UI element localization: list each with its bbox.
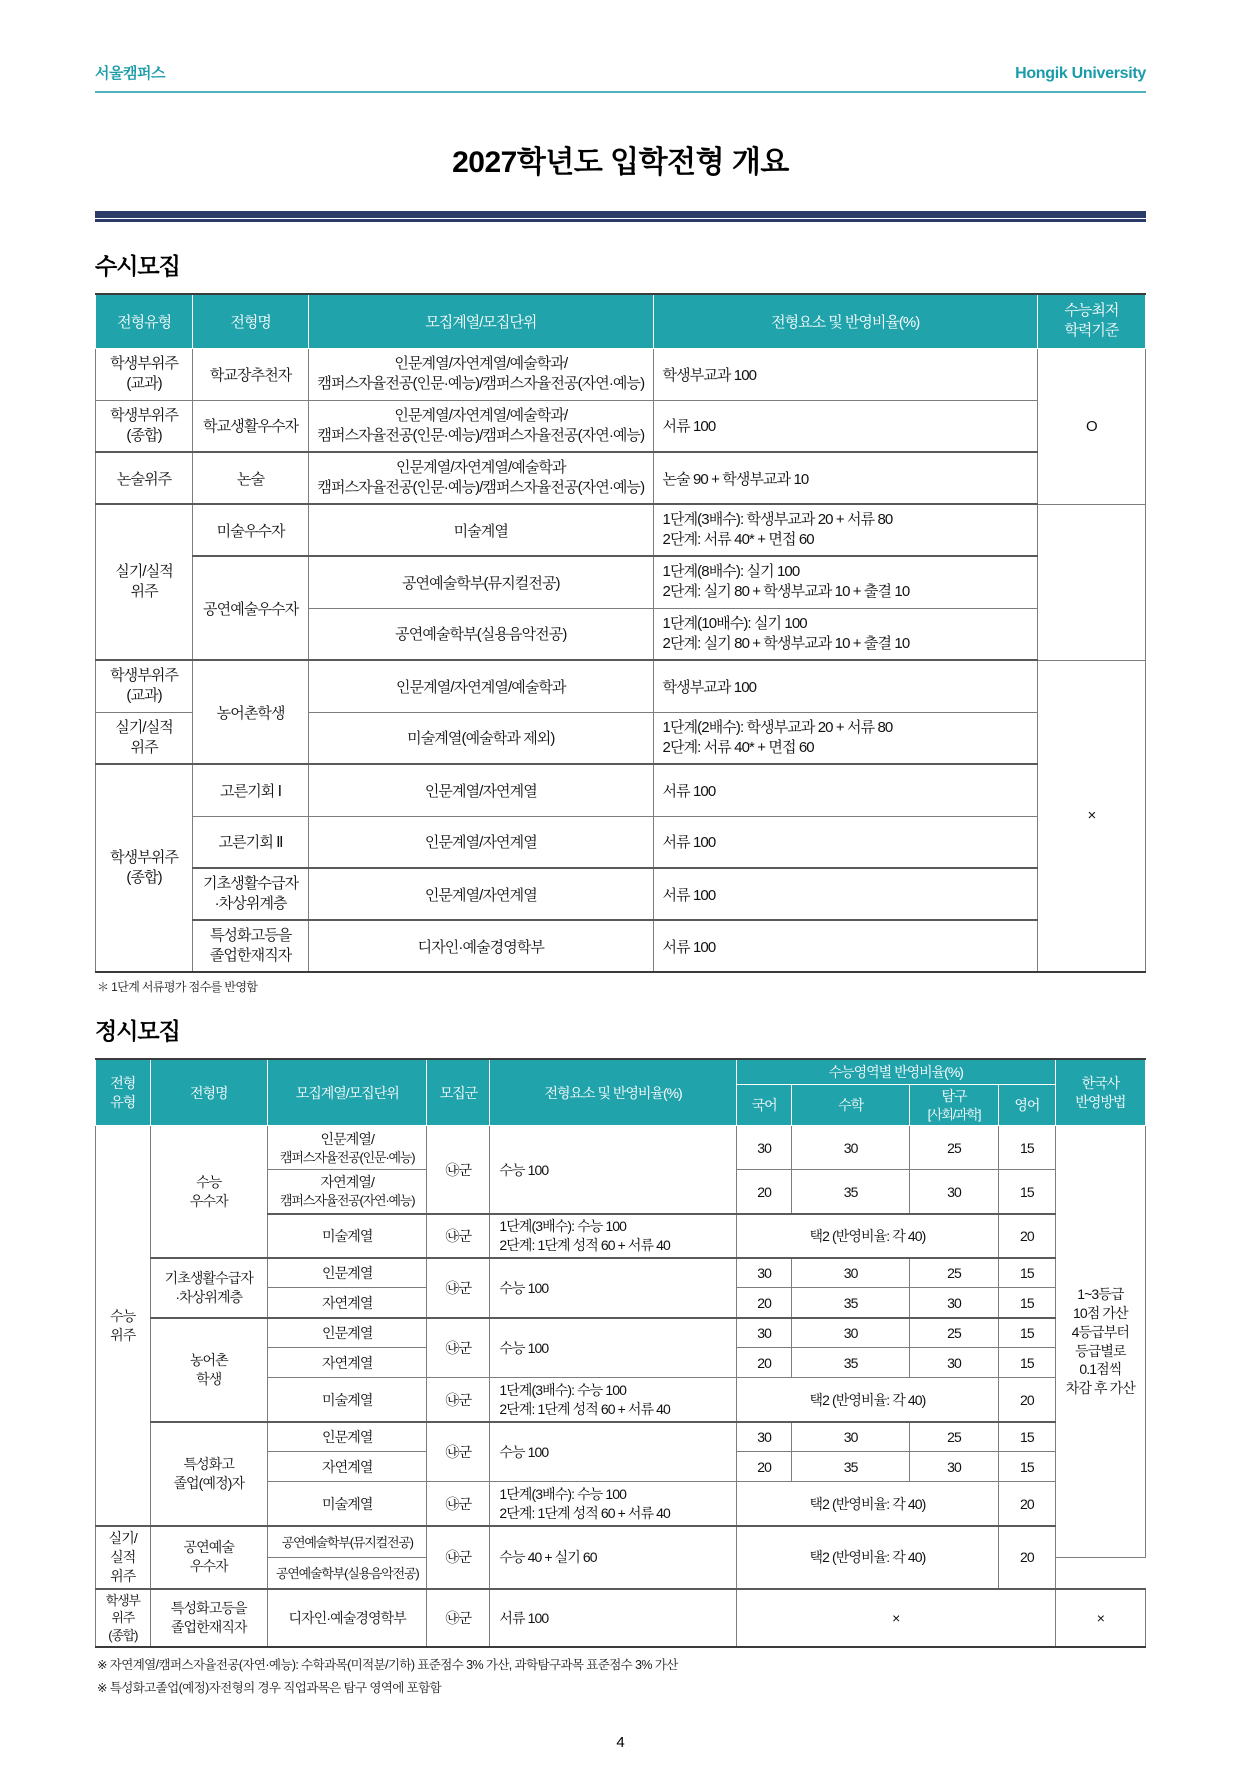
cell-type-line2: (교과) <box>126 687 162 705</box>
table-row <box>96 660 1146 712</box>
cell-elements-line2: 2단계: 서류 40* + 면접 60 <box>662 531 814 548</box>
cell-unit-line1: 인문계열/ <box>320 1130 374 1147</box>
cell-name: 공연예술우수자 <box>193 556 309 660</box>
cell-english: 15 <box>999 1170 1056 1214</box>
cell-elements-line1: 1단계(8배수): 실기 100 <box>662 563 800 580</box>
col-header-type: 전형유형 <box>96 294 193 348</box>
cell-type <box>96 764 193 972</box>
cell-type <box>96 1126 151 1526</box>
cell-merged-select2: 택2 (반영비율: 각 40) <box>736 1378 998 1422</box>
cell-name-line2: 우수자 <box>189 1192 228 1209</box>
cell-type-line3: 위주 <box>110 1567 136 1584</box>
cell-name <box>193 868 309 920</box>
cell-merged-select2: 택2 (반영비율: 각 40) <box>736 1526 998 1589</box>
cell-history-x: × <box>1055 1589 1145 1648</box>
cell-name-line1: 농어촌 <box>189 1352 228 1369</box>
cell-name: 미술우수자 <box>193 504 309 556</box>
table-row <box>96 556 1146 608</box>
jeongsi-footnote-1: ※ 자연계열/캠퍼스자율전공(자연·예능): 수학과목(미적분/기하) 표준점수 3% 가산, 과학탐구과목 표준점수 3% 가산 <box>97 1658 678 1673</box>
cell-type-line1: 수능 <box>110 1307 136 1324</box>
cell-type <box>96 1589 151 1648</box>
cell-type-line2: 위주 <box>111 1610 135 1626</box>
cell-english: 20 <box>999 1214 1056 1258</box>
history-note-line-2: 10점 가산 <box>1073 1304 1128 1321</box>
cell-name-line1: 공연예술 <box>183 1539 235 1556</box>
page-title: 2027학년도 입학전형 개요 <box>452 146 789 179</box>
cell-history-note <box>1055 1126 1145 1557</box>
cell-korean: 20 <box>736 1348 792 1378</box>
cell-unit: 공연예술학부(뮤지컬전공) <box>268 1526 427 1557</box>
history-note-line-3: 4등급부터 <box>1071 1323 1130 1340</box>
table-row <box>96 1258 1146 1288</box>
cell-korean: 30 <box>736 1258 792 1288</box>
cell-group: ㉯군 <box>427 1482 490 1526</box>
cell-min-standard-blank <box>1037 504 1145 660</box>
cell-elements-line2: 2단계: 서류 40* + 면접 60 <box>662 738 814 756</box>
col-header-min-standard-line2: 학력기준 <box>1064 322 1119 340</box>
cell-merged-select2: 택2 (반영비율: 각 40) <box>736 1482 998 1526</box>
jeongsi-footnote-2: ※ 특성화고졸업(예정)자전형의 경우 직업과목은 탐구 영역에 포함함 <box>97 1681 442 1696</box>
cell-english: 20 <box>999 1378 1056 1422</box>
cell-unit: 미술계열 <box>268 1378 427 1422</box>
cell-elements <box>653 712 1037 764</box>
cell-type <box>96 1526 151 1589</box>
cell-unit: 공연예술학부(뮤지컬전공) <box>309 556 653 608</box>
cell-elements: 서류 100 <box>653 400 1037 452</box>
section-heading-susi: 수시모집 <box>95 253 180 279</box>
cell-elements-line1: 1단계(2배수): 학생부교과 20 + 서류 80 <box>662 718 893 736</box>
cell-math: 30 <box>792 1422 909 1452</box>
susi-table <box>95 293 1146 973</box>
cell-name-line1: 특성화고 <box>183 1456 235 1473</box>
cell-english: 20 <box>999 1526 1056 1589</box>
cell-unit-line1: 인문계열/자연계열/예술학과/ <box>394 354 568 372</box>
cell-unit: 디자인·예술경영학부 <box>309 920 653 972</box>
cell-unit <box>309 452 653 504</box>
cell-unit-line1: 인문계열/자연계열/예술학과/ <box>394 406 568 424</box>
cell-elements-line1: 1단계(10배수): 실기 100 <box>662 614 807 632</box>
cell-group: ㉯군 <box>427 1318 490 1378</box>
cell-group: ㉯군 <box>427 1126 490 1214</box>
cell-name: 농어촌학생 <box>193 660 309 764</box>
cell-elements-line1: 1단계(3배수): 수능 100 <box>499 1381 627 1398</box>
cell-unit: 인문계열/자연계열 <box>309 868 653 920</box>
cell-name-line1: 수능 <box>196 1173 222 1190</box>
cell-unit: 미술계열(예술학과 제외) <box>309 712 653 764</box>
cell-min-standard-o: O <box>1037 348 1145 504</box>
cell-elements-line2: 2단계: 1단계 성적 60 + 서류 40 <box>499 1400 670 1417</box>
cell-name <box>150 1589 267 1648</box>
cell-elements: 논술 90 + 학생부교과 10 <box>653 452 1037 504</box>
history-note-line-4: 등급별로 <box>1075 1342 1126 1359</box>
cell-group: ㉯군 <box>427 1214 490 1258</box>
page-number: 4 <box>616 1734 625 1752</box>
cell-elements <box>653 556 1037 608</box>
cell-type-line1: 학생부위주 <box>110 354 179 372</box>
cell-math: 30 <box>792 1318 909 1348</box>
col-header-elements: 전형요소 및 반영비율(%) <box>490 1059 736 1126</box>
col-header-min-standard-line1: 수능최저 <box>1064 302 1119 319</box>
table-row <box>96 1589 1146 1648</box>
cell-math: 35 <box>792 1348 909 1378</box>
cell-name <box>150 1126 267 1258</box>
cell-name-line1: 기초생활수급자 <box>164 1270 253 1287</box>
table-row <box>96 920 1146 972</box>
cell-type-line1: 학생부위주 <box>110 667 179 684</box>
col-header-math: 수학 <box>792 1085 909 1126</box>
cell-unit-line1: 인문계열/자연계열/예술학과 <box>396 458 566 476</box>
cell-type-line3: (종합) <box>108 1627 138 1643</box>
cell-type-line1: 학생부위주 <box>110 848 179 866</box>
header-divider <box>95 91 1146 93</box>
cell-type <box>96 660 193 712</box>
cell-unit: 인문계열/자연계열 <box>309 764 653 816</box>
cell-unit-line2: 캠퍼스자율전공(인문·예능)/캠퍼스자율전공(자연·예능) <box>317 426 645 444</box>
cell-name: 학교생활우수자 <box>193 400 309 452</box>
cell-name: 논술 <box>193 452 309 504</box>
cell-elements <box>490 1378 736 1422</box>
jeongsi-table <box>95 1058 1146 1648</box>
cell-unit: 인문계열 <box>268 1258 427 1288</box>
cell-group: ㉯군 <box>427 1258 490 1318</box>
col-header-history-line2: 반영방법 <box>1075 1093 1126 1110</box>
cell-elements-line2: 2단계: 1단계 성적 60 + 서류 40 <box>499 1504 670 1521</box>
cell-korean: 30 <box>736 1318 792 1348</box>
cell-elements-line2: 2단계: 실기 80 + 학생부교과 10 + 출결 10 <box>662 583 910 601</box>
cell-name-line2: 졸업한재직자 <box>170 1618 247 1635</box>
cell-unit: 자연계열 <box>268 1348 427 1378</box>
section-heading-jeongsi: 정시모집 <box>95 1018 180 1044</box>
cell-inquiry: 30 <box>909 1348 998 1378</box>
cell-unit: 미술계열 <box>268 1482 427 1526</box>
cell-unit <box>309 400 653 452</box>
cell-inquiry: 30 <box>909 1452 998 1482</box>
jeongsi-footnotes <box>95 1655 1146 1696</box>
cell-inquiry: 30 <box>909 1170 998 1214</box>
cell-elements: 수능 100 <box>490 1258 736 1318</box>
cell-english: 20 <box>999 1482 1056 1526</box>
col-header-name: 전형명 <box>193 294 309 348</box>
col-header-type <box>96 1059 151 1126</box>
cell-type-line1: 학생부 <box>105 1592 140 1608</box>
cell-elements: 수능 100 <box>490 1422 736 1482</box>
cell-elements-line1: 1단계(3배수): 수능 100 <box>499 1485 627 1502</box>
cell-math: 30 <box>792 1126 909 1170</box>
cell-korean: 20 <box>736 1288 792 1318</box>
cell-inquiry: 25 <box>909 1126 998 1170</box>
cell-name <box>150 1422 267 1526</box>
cell-group: ㉯군 <box>427 1526 490 1589</box>
cell-english: 15 <box>999 1258 1056 1288</box>
cell-english: 15 <box>999 1318 1056 1348</box>
cell-inquiry: 30 <box>909 1288 998 1318</box>
title-divider-thin <box>95 219 1146 222</box>
cell-korean: 20 <box>736 1170 792 1214</box>
cell-elements <box>490 1214 736 1258</box>
cell-group: ㉯군 <box>427 1589 490 1648</box>
col-header-type-line1: 전형 <box>110 1074 136 1091</box>
university-label: Hongik University <box>1015 65 1146 82</box>
cell-english: 15 <box>999 1348 1056 1378</box>
document-header <box>95 62 1146 89</box>
cell-elements: 수능 100 <box>490 1318 736 1378</box>
table-row <box>96 868 1146 920</box>
cell-math: 35 <box>792 1452 909 1482</box>
cell-type-line1: 학생부위주 <box>110 406 179 424</box>
col-header-inquiry-line1: 탐구 <box>941 1088 967 1104</box>
cell-name-line2: ·차상위계층 <box>175 1288 243 1305</box>
cell-elements <box>653 608 1037 660</box>
cell-inquiry: 25 <box>909 1318 998 1348</box>
cell-elements: 서류 100 <box>653 816 1037 868</box>
cell-elements-line2: 2단계: 실기 80 + 학생부교과 10 + 출결 10 <box>662 634 910 652</box>
cell-unit: 디자인·예술경영학부 <box>268 1589 427 1648</box>
col-header-area-group: 수능영역별 반영비율(%) <box>736 1059 1055 1085</box>
cell-english: 15 <box>999 1288 1056 1318</box>
cell-name <box>150 1258 267 1318</box>
cell-unit <box>268 1170 427 1214</box>
cell-name <box>193 920 309 972</box>
cell-type-line1: 실기/ <box>108 1529 137 1546</box>
cell-unit: 자연계열 <box>268 1452 427 1482</box>
history-note-line-1: 1~3등급 <box>1077 1285 1124 1302</box>
cell-name-line1: 특성화고등을 <box>170 1600 247 1617</box>
cell-unit: 공연예술학부(실용음악전공) <box>268 1557 427 1588</box>
cell-name-line1: 특성화고등을 <box>209 926 292 944</box>
cell-name-line1: 기초생활수급자 <box>203 874 299 892</box>
cell-type-line2: 실적 <box>110 1548 136 1565</box>
cell-type-line2: (종합) <box>126 426 162 444</box>
cell-type-line2: 위주 <box>130 738 158 756</box>
campus-label: 서울캠퍼스 <box>95 65 165 82</box>
history-note-line-5: 0.1점씩 <box>1079 1361 1122 1378</box>
history-note-line-6: 차감 후 가산 <box>1065 1380 1135 1397</box>
cell-name <box>150 1526 267 1589</box>
cell-name-line2: 졸업한재직자 <box>209 947 292 964</box>
cell-math: 35 <box>792 1170 909 1214</box>
cell-unit: 인문계열/자연계열 <box>309 816 653 868</box>
col-header-elements: 전형요소 및 반영비율(%) <box>653 294 1037 348</box>
cell-name: 고른기회 Ⅰ <box>193 764 309 816</box>
cell-unit: 미술계열 <box>268 1214 427 1258</box>
cell-elements: 서류 100 <box>653 920 1037 972</box>
cell-unit: 미술계열 <box>309 504 653 556</box>
table-row <box>96 1422 1146 1452</box>
col-header-name: 전형명 <box>150 1059 267 1126</box>
cell-unit-line2: 캠퍼스자율전공(인문·예능)/캠퍼스자율전공(자연·예능) <box>317 479 645 496</box>
col-header-type-line2: 유형 <box>110 1093 136 1110</box>
cell-group: ㉯군 <box>427 1378 490 1422</box>
cell-name: 학교장추천자 <box>193 348 309 400</box>
cell-math: 35 <box>792 1288 909 1318</box>
table-row <box>96 452 1146 504</box>
cell-name-line2: ·차상위계층 <box>214 895 287 912</box>
cell-merged-select2: 택2 (반영비율: 각 40) <box>736 1214 998 1258</box>
cell-english: 15 <box>999 1422 1056 1452</box>
cell-unit <box>268 1126 427 1170</box>
table-row <box>96 504 1146 556</box>
col-header-inquiry-line2: [사회/과학] <box>927 1106 981 1122</box>
cell-name-line2: 우수자 <box>189 1558 228 1575</box>
cell-unit: 공연예술학부(실용음악전공) <box>309 608 653 660</box>
table-row <box>96 1318 1146 1348</box>
col-header-history <box>1055 1059 1145 1126</box>
cell-elements: 수능 100 <box>490 1126 736 1214</box>
cell-english: 15 <box>999 1126 1056 1170</box>
col-header-group: 모집군 <box>427 1059 490 1126</box>
cell-unit-line2: 캠퍼스자율전공(자연·예능) <box>280 1193 415 1209</box>
cell-name-line2: 학생 <box>196 1370 222 1387</box>
cell-korean: 30 <box>736 1126 792 1170</box>
table-header-row <box>96 294 1146 348</box>
cell-merged-x: × <box>736 1589 1055 1648</box>
col-header-unit: 모집계열/모집단위 <box>309 294 653 348</box>
col-header-min-standard <box>1037 294 1145 348</box>
table-header-row <box>96 1059 1146 1085</box>
cell-type <box>96 712 193 764</box>
cell-elements: 학생부교과 100 <box>653 660 1037 712</box>
cell-elements: 서류 100 <box>653 868 1037 920</box>
table-row <box>96 1126 1146 1170</box>
cell-elements-line1: 1단계(3배수): 학생부교과 20 + 서류 80 <box>662 510 893 528</box>
cell-name: 고른기회 Ⅱ <box>193 816 309 868</box>
cell-type-line2: 위주 <box>130 583 158 600</box>
cell-unit: 인문계열 <box>268 1422 427 1452</box>
cell-unit: 자연계열 <box>268 1288 427 1318</box>
cell-elements <box>490 1482 736 1526</box>
table-row <box>96 348 1146 400</box>
col-header-english: 영어 <box>999 1085 1056 1126</box>
col-header-korean: 국어 <box>736 1085 792 1126</box>
cell-name <box>150 1318 267 1422</box>
title-divider <box>95 211 1146 218</box>
cell-type <box>96 504 193 660</box>
cell-type: 논술위주 <box>96 452 193 504</box>
cell-name-line2: 졸업(예정)자 <box>173 1474 245 1491</box>
cell-elements-line2: 2단계: 1단계 성적 60 + 서류 40 <box>499 1236 670 1253</box>
cell-unit-line1: 자연계열/ <box>320 1174 374 1191</box>
col-header-inquiry <box>909 1085 998 1126</box>
cell-elements: 수능 40 + 실기 60 <box>490 1526 736 1589</box>
table-row <box>96 1526 1146 1557</box>
cell-type <box>96 400 193 452</box>
susi-footnote: ＊ 1단계 서류평가 점수를 반영함 <box>97 980 258 994</box>
cell-unit: 인문계열/자연계열/예술학과 <box>309 660 653 712</box>
cell-inquiry: 25 <box>909 1258 998 1288</box>
table-row <box>96 816 1146 868</box>
cell-unit: 인문계열 <box>268 1318 427 1348</box>
cell-type-line1: 실기/실적 <box>115 562 173 580</box>
cell-math: 30 <box>792 1258 909 1288</box>
col-header-unit: 모집계열/모집단위 <box>268 1059 427 1126</box>
cell-unit-line2: 캠퍼스자율전공(인문·예능) <box>280 1149 415 1165</box>
cell-unit <box>309 348 653 400</box>
cell-type <box>96 348 193 400</box>
cell-elements-line1: 1단계(3배수): 수능 100 <box>499 1218 627 1235</box>
cell-type-line2: (종합) <box>126 869 162 886</box>
table-row <box>96 400 1146 452</box>
cell-elements <box>653 504 1037 556</box>
cell-elements: 서류 100 <box>490 1589 736 1648</box>
col-header-history-line1: 한국사 <box>1081 1074 1120 1091</box>
cell-type-line2: 위주 <box>110 1326 136 1343</box>
cell-unit-line2: 캠퍼스자율전공(인문·예능)/캠퍼스자율전공(자연·예능) <box>317 375 645 392</box>
cell-korean: 30 <box>736 1422 792 1452</box>
table-row <box>96 764 1146 816</box>
cell-elements: 서류 100 <box>653 764 1037 816</box>
cell-korean: 20 <box>736 1452 792 1482</box>
cell-english: 15 <box>999 1452 1056 1482</box>
cell-min-standard-x: × <box>1037 660 1145 972</box>
cell-elements: 학생부교과 100 <box>653 348 1037 400</box>
cell-group: ㉯군 <box>427 1422 490 1482</box>
cell-type-line2: (교과) <box>126 375 162 392</box>
cell-type-line1: 실기/실적 <box>115 718 173 736</box>
cell-inquiry: 25 <box>909 1422 998 1452</box>
